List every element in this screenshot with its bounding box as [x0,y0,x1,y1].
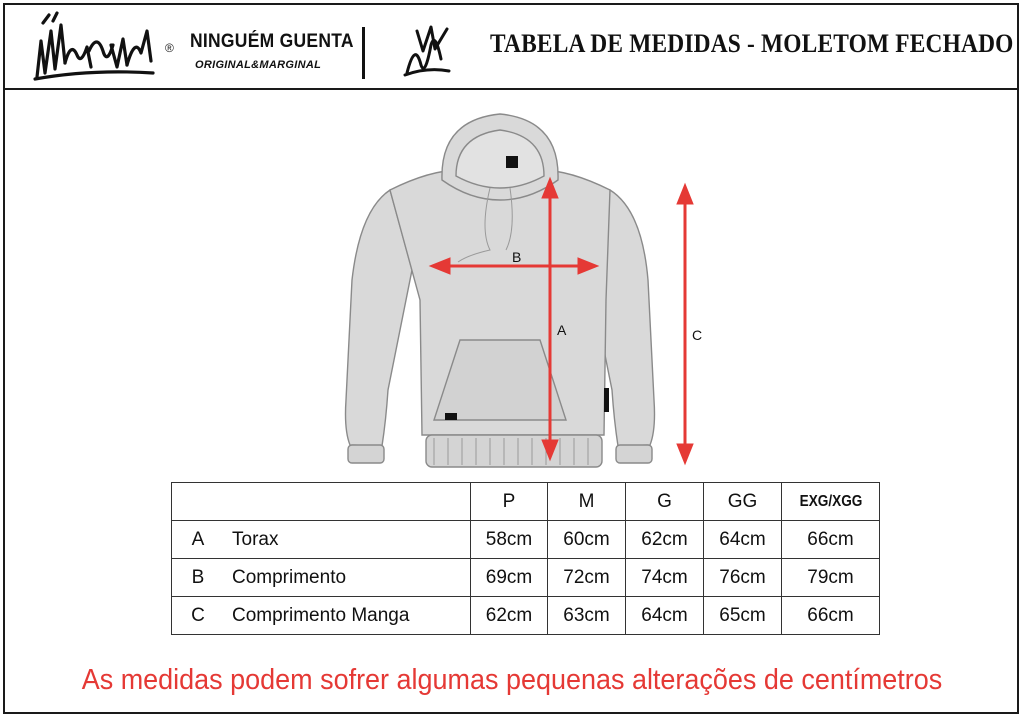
size-gg: GG [704,483,782,521]
measure-label-c: C [692,327,703,343]
table-row [172,597,880,635]
table-row [172,559,880,597]
row-value: 66cm [782,597,880,635]
hoodie-diagram [330,100,750,475]
hoodie-illustration [346,114,655,467]
measure-label-a: A [557,322,567,338]
header [3,3,1019,90]
row-value: 60cm [548,521,626,559]
row-value: 79cm [782,559,880,597]
row-value: 62cm [471,597,548,635]
row-letter: A [172,521,225,559]
measure-arrow-c [677,184,693,464]
row-value: 63cm [548,597,626,635]
neck-label-icon [506,156,518,168]
row-value: 66cm [782,521,880,559]
table-corner [172,483,471,521]
size-table [171,482,880,635]
measure-label-b: B [512,249,522,265]
row-value: 62cm [626,521,704,559]
row-value: 58cm [471,521,548,559]
size-m: M [548,483,626,521]
registered-mark: ® [165,41,174,55]
row-label: Comprimento [224,559,471,597]
size-exg: EXG/XGG [789,483,872,521]
brand-mark-icon [401,21,453,79]
row-value: 69cm [471,559,548,597]
header-divider [362,27,365,79]
footer-note: As medidas podem sofrer algumas pequenas alterações de centímetros [81,664,943,696]
brand-name: NINGUÉM GUENTA [190,31,354,52]
row-letter: C [172,597,225,635]
row-label: Torax [224,521,471,559]
side-tag-icon [604,388,609,412]
row-value: 76cm [704,559,782,597]
row-value: 65cm [704,597,782,635]
size-header-row [172,483,880,521]
row-value: 64cm [704,521,782,559]
size-g: G [626,483,704,521]
row-label: Comprimento Manga [224,597,471,635]
table-row [172,521,880,559]
pocket-tag-icon [445,413,457,420]
page-title: TABELA DE MEDIDAS - MOLETOM FECHADO [490,29,1014,58]
brand-tagline: ORIGINAL&MARGINAL [195,59,322,71]
row-value: 64cm [626,597,704,635]
brand-logo-icon [31,11,156,83]
row-value: 72cm [548,559,626,597]
row-letter: B [172,559,225,597]
size-p: P [471,483,548,521]
row-value: 74cm [626,559,704,597]
